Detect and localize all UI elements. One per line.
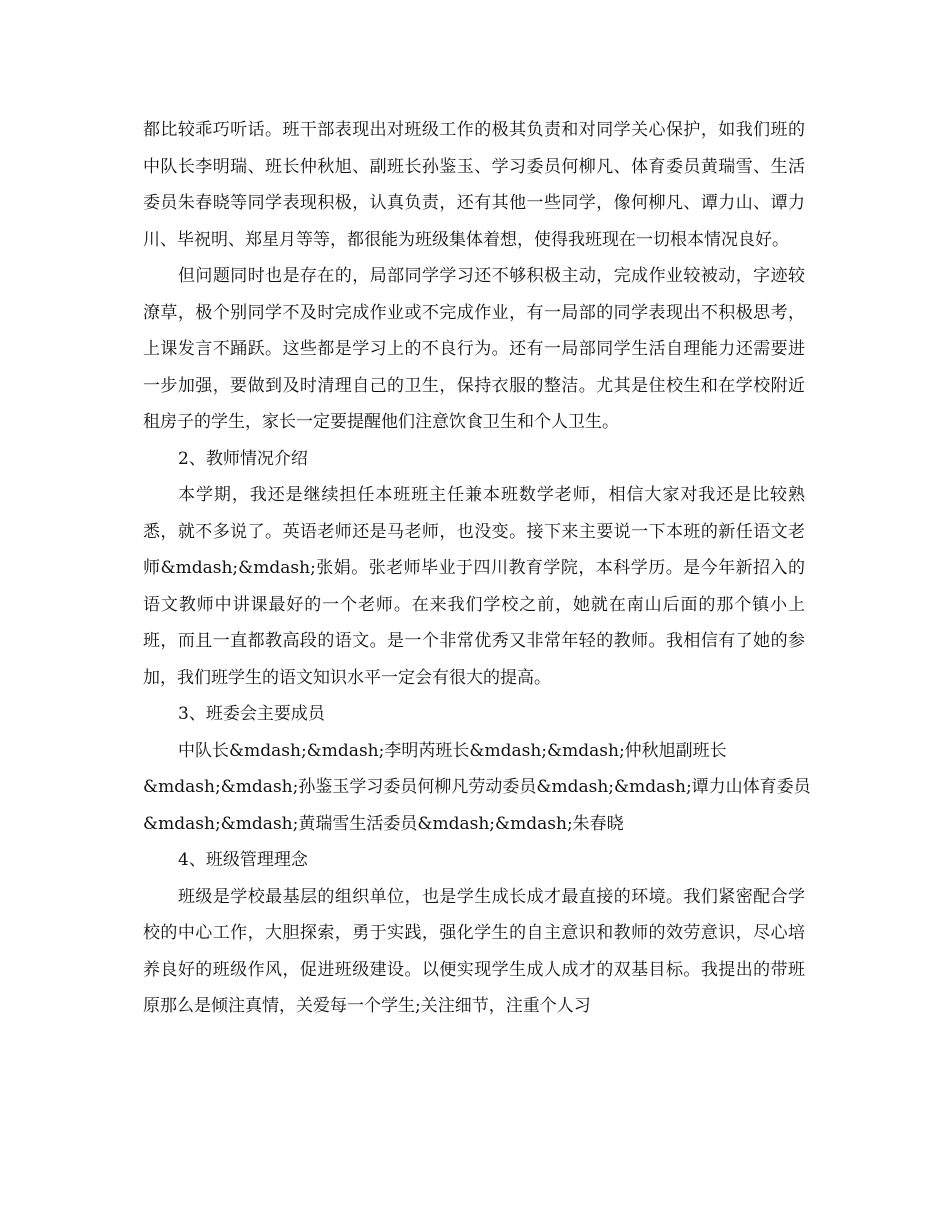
paragraph-teacher-intro: 本学期，我还是继续担任本班班主任兼本班数学老师，相信大家对我还是比较熟悉，就不多说了。英语老师还是马老师，也没变。接下来主要说一下本班的新任语文老师&mdash;&mdash;张娟。张老师毕业于四川教育学院，本科学历。是今年新招入的语文教师中讲课最好的一个老师。在来我们学校之前，她就在南山后面的那个镇小上班，而且一直都教高段的语文。是一个非常优秀又非常年轻的教师。我相信有了她的参加，我们班学生的语文知识水平一定会有很大的提高。 — [143, 485, 805, 688]
members-line: 中队长&mdash;&mdash;李明芮班长&mdash;&mdash;仲秋旭副班长 — [178, 740, 727, 761]
paragraph-class-overview: 都比较乖巧听话。班干部表现出对班级工作的极其负责和对同学关心保护，如我们班的中队长李明瑞、班长仲秋旭、副班长孙鉴玉、学习委员何柳凡、体育委员黄瑞雪、生活委员朱春晓等同学表现积极，认真负责，还有其他一些同学，像何柳凡、谭力山、谭力川、毕祝明、郑星月等等，都很能为班级集体着想，使得我班现在一切根本情况良好。 — [143, 120, 805, 250]
paragraph-management-philosophy: 班级是学校最基层的组织单位，也是学生成长成才最直接的环境。我们紧密配合学校的中心工作，大胆探索，勇于实践，强化学生的自主意识和教师的效劳意识，尽心培养良好的班级作风，促进班级建设。以便实现学生成人成才的双基目标。我提出的带班原那么是倾注真情，关爱每一个学生;关注细节，注重个人习 — [143, 886, 805, 1016]
heading-class-committee: 3、班委会主要成员 — [178, 704, 325, 724]
heading-teacher-intro: 2、教师情况介绍 — [178, 448, 308, 469]
heading-management-philosophy: 4、班级管理理念 — [178, 850, 308, 870]
class-committee-members — [143, 733, 811, 843]
paragraph-problems: 但问题同时也是存在的，局部同学学习还不够积极主动，完成作业较被动，字迹较潦草，极个别同学不及时完成作业或不完成作业，有一局部的同学表现出不积极思考，上课发言不踊跃。这些都是学习上的不良行为。还有一局部同学生活自理能力还需要进一步加强，要做到及时清理自己的卫生，保持衣服的整洁。尤其是住校生和在学校附近租房子的学生，家长一定要提醒他们注意饮食卫生和个人卫生。 — [143, 266, 805, 432]
members-line: &mdash;&mdash;黄瑞雪生活委员&mdash;&mdash;朱春晓 — [143, 813, 624, 834]
members-line: &mdash;&mdash;孙鉴玉学习委员何柳凡劳动委员&mdash;&mdash;谭力山体育委员 — [143, 777, 811, 797]
